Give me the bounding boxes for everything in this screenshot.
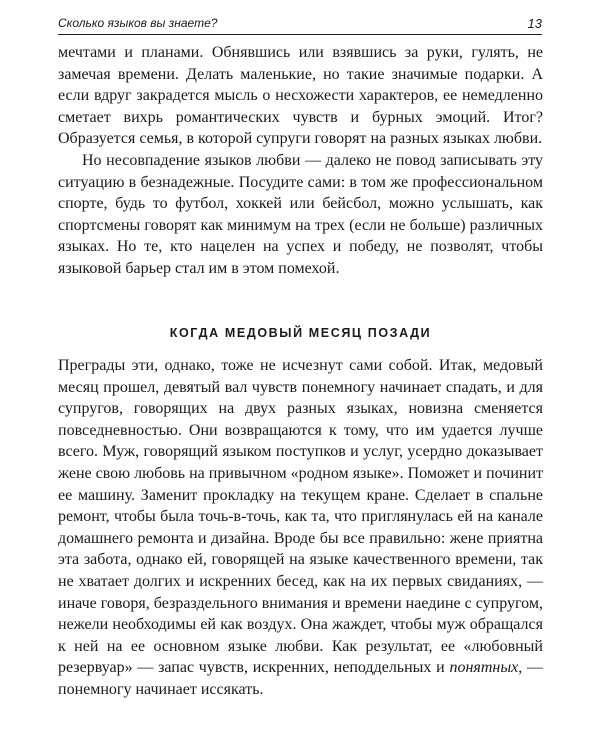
running-header <box>58 12 542 35</box>
paragraph-continuation: мечтами и планами. Обнявшись или взявшись за руки, гулять, не замечая времени. Делать маленькие, но такие значимые подарки. А если вдруг закрадется мысль о несхожести характеров, ее немедленно сметает вихрь романтических чувств и бурных эмоций. Итог? Образуется семья, в которой супруги говорят на разных языках любви. <box>58 44 543 148</box>
emphasis-text: понятных <box>449 659 519 677</box>
body-text-section <box>58 355 543 701</box>
paragraph <box>58 355 543 701</box>
body-text-top <box>58 42 543 280</box>
running-header-title: Сколько языков вы знаете? <box>58 16 218 30</box>
paragraph-text: Преграды эти, однако, тоже не исчезнут сами собой. Итак, медовый месяц прошел, девятый вал чувств понемногу начинает спадать, и для супругов, говорящих на двух разных языках, новизна сменяется повседневностью. Они возвращаются к тому, что им удается лучше всего. Муж, говорящий языком поступков и услуг, усердно доказывает жене свою любовь на привычном «родном языке». Поможет и починит ее машину. Заменит прокладку на текущем кране. Сделает в спальне ремонт, чтобы была точь-в-точь, как та, что приглянулась ей на канале домашнего ремонта и дизайна. Вроде бы все правильно: жене приятна эта забота, однако ей, говорящей на языке качественного времени, так не хватает долгих и искренних бесед, как на их первых свиданиях, — иначе говоря, безраздельного внимания и времени наедине с супругом, нежели необходимы ей как воздух. Она жаждет, чтобы муж обращался к ней на ее основном языке любви. Как результат, ее «любовный резервуар» — запас чувств, искренних, неподдельных и <box>58 357 543 677</box>
paragraph-text-end: , — понемногу начинает иссякать. <box>58 659 544 698</box>
paragraph: Но несовпадение языков любви — далеко не повод записывать эту ситуацию в безнадежные. Посудите сами: в том же профессиональном спорте, будь то футбол, хоккей или бейсбол, можно услышать, как спортсмены говорят как минимум на трех (если не больше) различных языках. Но те, кто нацелен на успех и победу, не позволят, чтобы языковой барьер стал им в этом помехой. <box>58 151 543 277</box>
page-number: 13 <box>527 16 542 31</box>
section-heading: КОГДА МЕДОВЫЙ МЕСЯЦ ПОЗАДИ <box>169 326 432 340</box>
